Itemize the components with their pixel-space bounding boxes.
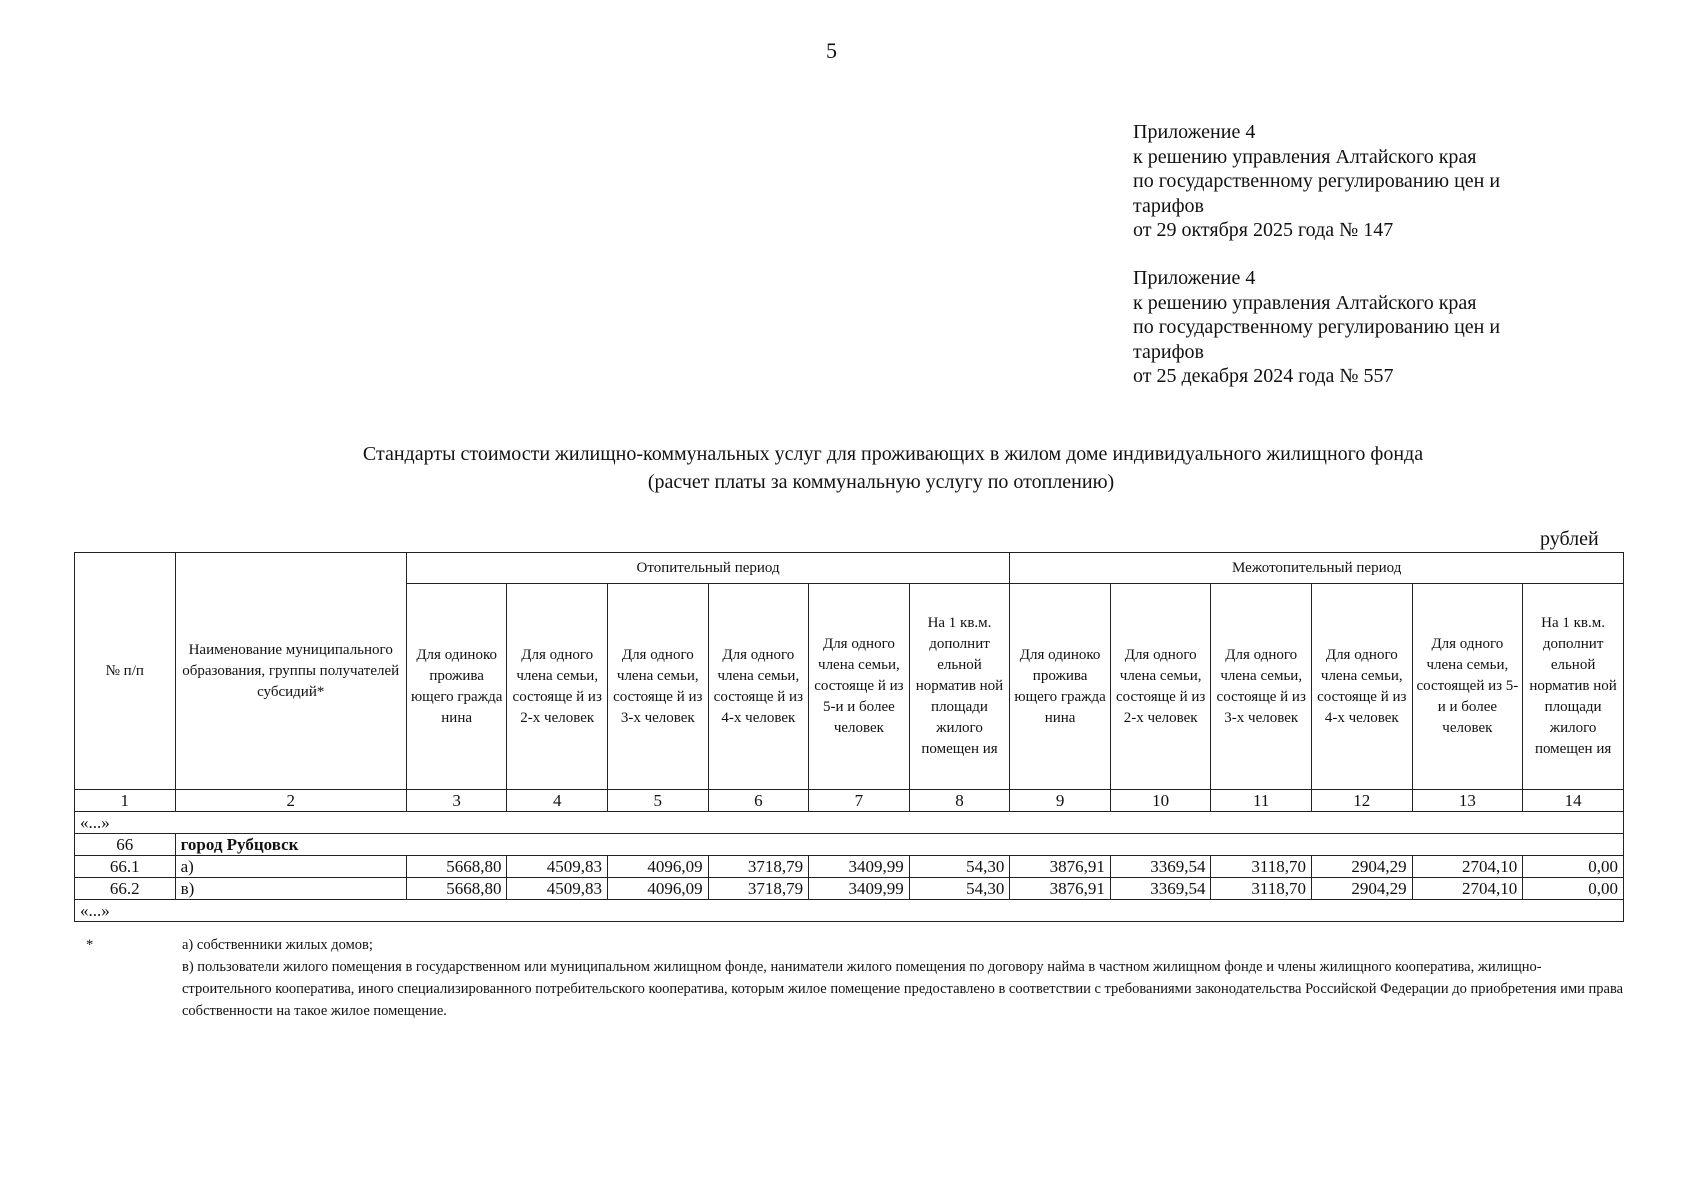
appendix-line: от 25 декабря 2024 года № 557 bbox=[1133, 365, 1394, 387]
value-cell: 5668,80 bbox=[406, 856, 507, 878]
value-cell: 3409,99 bbox=[809, 878, 910, 900]
column-number: 8 bbox=[909, 790, 1010, 812]
header-name: Наименование муниципального образования, группы получателей субсидий* bbox=[175, 553, 406, 790]
footnote-line-owners: а) собственники жилых домов; bbox=[182, 937, 373, 953]
header-heating-per-sqm: На 1 кв.м. дополнит ельной норматив ной площади жилого помещен ия bbox=[909, 584, 1010, 790]
value-cell: 2704,10 bbox=[1412, 856, 1523, 878]
column-number: 7 bbox=[809, 790, 910, 812]
value-cell: 3118,70 bbox=[1211, 878, 1312, 900]
ellipsis-mark: «...» bbox=[75, 812, 1624, 834]
column-number: 10 bbox=[1110, 790, 1211, 812]
value-cell: 54,30 bbox=[909, 856, 1010, 878]
value-cell: 4509,83 bbox=[507, 878, 608, 900]
column-number: 9 bbox=[1010, 790, 1111, 812]
column-number-row bbox=[75, 790, 1624, 812]
city-row bbox=[75, 834, 1624, 856]
column-number: 12 bbox=[1312, 790, 1413, 812]
value-cell: 2704,10 bbox=[1412, 878, 1523, 900]
value-cell: 3876,91 bbox=[1010, 878, 1111, 900]
column-number: 6 bbox=[708, 790, 809, 812]
value-cell: 0,00 bbox=[1523, 878, 1624, 900]
header-heating-single: Для одиноко прожива ющего гражда нина bbox=[406, 584, 507, 790]
value-cell: 2904,29 bbox=[1312, 856, 1413, 878]
header-heating-family-5: Для одного члена семьи, состояще й из 5-и и более человек bbox=[809, 584, 910, 790]
appendix-previous bbox=[1133, 266, 1603, 389]
column-number: 2 bbox=[175, 790, 406, 812]
value-cell: 3718,79 bbox=[708, 878, 809, 900]
header-non-heating-single: Для одиноко прожива ющего гражда нина bbox=[1010, 584, 1111, 790]
header-non-heating-family-2: Для одного члена семьи, состояще й из 2-х человек bbox=[1110, 584, 1211, 790]
column-number: 1 bbox=[75, 790, 176, 812]
value-cell: 3369,54 bbox=[1110, 878, 1211, 900]
column-number: 11 bbox=[1211, 790, 1312, 812]
appendix-line: тарифов bbox=[1133, 194, 1204, 217]
header-heating-family-3: Для одного члена семьи, состояще й из 3-х человек bbox=[608, 584, 709, 790]
ellipsis-row bbox=[75, 900, 1624, 922]
table-row bbox=[75, 856, 1624, 878]
row-group: в) bbox=[175, 878, 406, 900]
appendix-line: тарифов bbox=[1133, 340, 1204, 363]
value-cell: 4509,83 bbox=[507, 856, 608, 878]
title-sub: (расчет платы за коммунальную услугу по отоплению) bbox=[647, 471, 1115, 493]
units-label: рублей bbox=[1540, 528, 1599, 550]
column-number: 13 bbox=[1412, 790, 1523, 812]
appendix-line: по государственному регулированию цен и bbox=[1133, 170, 1501, 192]
footnote-marker: * bbox=[86, 937, 94, 953]
header-non-heating-family-3: Для одного члена семьи, состояще й из 3-х человек bbox=[1211, 584, 1312, 790]
header-heating-period: Отопительный период bbox=[406, 553, 1009, 584]
appendix-line: Приложение 4 bbox=[1133, 121, 1256, 143]
footnote-line-users: в) пользователи жилого помещения в государственном или муниципальном жилищном фонде, наниматели жилого помещения по договору найма в частном жилищном фонде и члены жилищного кооператива, жилищно-строительного кооператива, иного специализированного потребительского кооператива, которым жилое помещение предоставлено в соответствии с требованиями законодательства Российской Федерации до приобретения ими права собственности на такое жилое помещение. bbox=[182, 959, 1624, 1019]
value-cell: 3718,79 bbox=[708, 856, 809, 878]
ellipsis-mark: «...» bbox=[75, 900, 1624, 922]
value-cell: 3369,54 bbox=[1110, 856, 1211, 878]
appendix-line: по государственному регулированию цен и bbox=[1133, 316, 1501, 338]
footnote bbox=[74, 934, 1624, 1022]
value-cell: 2904,29 bbox=[1312, 878, 1413, 900]
city-name: город Рубцовск bbox=[175, 834, 1623, 856]
value-cell: 5668,80 bbox=[406, 878, 507, 900]
value-cell: 4096,09 bbox=[608, 878, 709, 900]
column-number: 5 bbox=[608, 790, 709, 812]
header-number: № п/п bbox=[75, 553, 176, 790]
value-cell: 4096,09 bbox=[608, 856, 709, 878]
document-title bbox=[0, 440, 1696, 496]
value-cell: 3118,70 bbox=[1211, 856, 1312, 878]
column-number: 3 bbox=[406, 790, 507, 812]
appendix-current bbox=[1133, 120, 1603, 243]
header-non-heating-family-5: Для одного члена семьи, состоящей из 5-и и более человек bbox=[1412, 584, 1523, 790]
city-number: 66 bbox=[75, 834, 176, 856]
column-number: 14 bbox=[1523, 790, 1624, 812]
header-non-heating-family-4: Для одного члена семьи, состояще й из 4-х человек bbox=[1312, 584, 1413, 790]
value-cell: 3876,91 bbox=[1010, 856, 1111, 878]
row-number: 66.2 bbox=[75, 878, 176, 900]
value-cell: 0,00 bbox=[1523, 856, 1624, 878]
header-heating-family-2: Для одного члена семьи, состояще й из 2-х человек bbox=[507, 584, 608, 790]
header-non-heating-per-sqm: На 1 кв.м. дополнит ельной норматив ной площади жилого помещен ия bbox=[1523, 584, 1624, 790]
appendix-line: Приложение 4 bbox=[1133, 267, 1256, 289]
appendix-line: от 29 октября 2025 года № 147 bbox=[1133, 219, 1394, 241]
row-number: 66.1 bbox=[75, 856, 176, 878]
value-cell: 3409,99 bbox=[809, 856, 910, 878]
page-number: 5 bbox=[826, 38, 837, 63]
ellipsis-row bbox=[75, 812, 1624, 834]
column-number: 4 bbox=[507, 790, 608, 812]
value-cell: 54,30 bbox=[909, 878, 1010, 900]
table-row bbox=[75, 878, 1624, 900]
header-non-heating-period: Межотопительный период bbox=[1010, 553, 1624, 584]
tariff-table bbox=[74, 552, 1624, 922]
title-main: Стандарты стоимости жилищно-коммунальных услуг для проживающих в жилом доме индивидуального жилищного фонда bbox=[362, 443, 1424, 465]
appendix-line: к решению управления Алтайского края bbox=[1133, 145, 1477, 168]
appendix-line: к решению управления Алтайского края bbox=[1133, 291, 1477, 314]
header-heating-family-4: Для одного члена семьи, состояще й из 4-х человек bbox=[708, 584, 809, 790]
row-group: а) bbox=[175, 856, 406, 878]
